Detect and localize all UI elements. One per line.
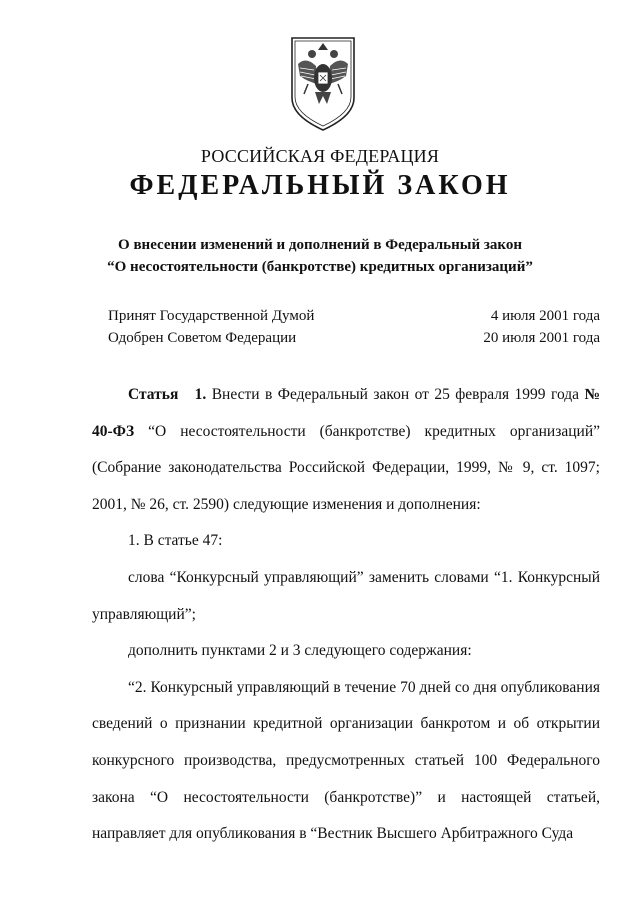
state-emblem-icon [288,34,358,134]
quoted-paragraph: “2. Конкурсный управляющий в течение 70 дней со дня опубликования сведений о признании кредитной организации банкротом и об открытии конкурсного производства, предусмотренных статьей 100 Федерального закона “О несостоятельности (банкротстве)” и настоящей статьей, направляет для опубликования в “Вестник Высшего Арбитражного Суда [92,678,600,843]
replace-clause: слова “Конкурсный управляющий” заменить словами “1. Конкурсный управляющий”; [92,568,600,623]
item-1: 1. В статье 47: [128,532,223,550]
council-date: 20 июля 2001 года [483,330,600,346]
article-intro-lead: Внести в Федеральный закон от 25 февраля 1999 года [211,386,580,403]
duma-date: 4 июля 2001 года [490,308,600,324]
law-subject-line-2: “О несостоятельности (банкротстве) кредитных организаций” [107,259,533,275]
article-number: 1. [194,386,207,403]
document-title: ФЕДЕРАЛЬНЫЙ ЗАКОН [129,170,511,201]
article-label: Статья [128,386,179,403]
article-body [92,377,600,853]
law-subject [0,234,640,278]
country-name: РОССИЙСКАЯ ФЕДЕРАЦИЯ [200,146,440,166]
law-subject-line-1: О внесении изменений и дополнений в Федеральный закон [118,237,522,253]
law-number: № 40-ФЗ [92,386,601,440]
article-intro [92,377,600,523]
duma-label: Принят Государственной Думой [108,308,315,324]
supplement-clause: дополнить пунктами 2 и 3 следующего содержания: [128,642,472,660]
article-intro-rest: “О несостоятельности (банкротстве) кредитных организаций” (Собрание законодательства Российской Федерации, 1999, № 9, ст. 1097; 2001, № 26, ст. 2590) следующие изменения и дополнения: [92,422,600,513]
council-label: Одобрен Советом Федерации [108,330,297,346]
